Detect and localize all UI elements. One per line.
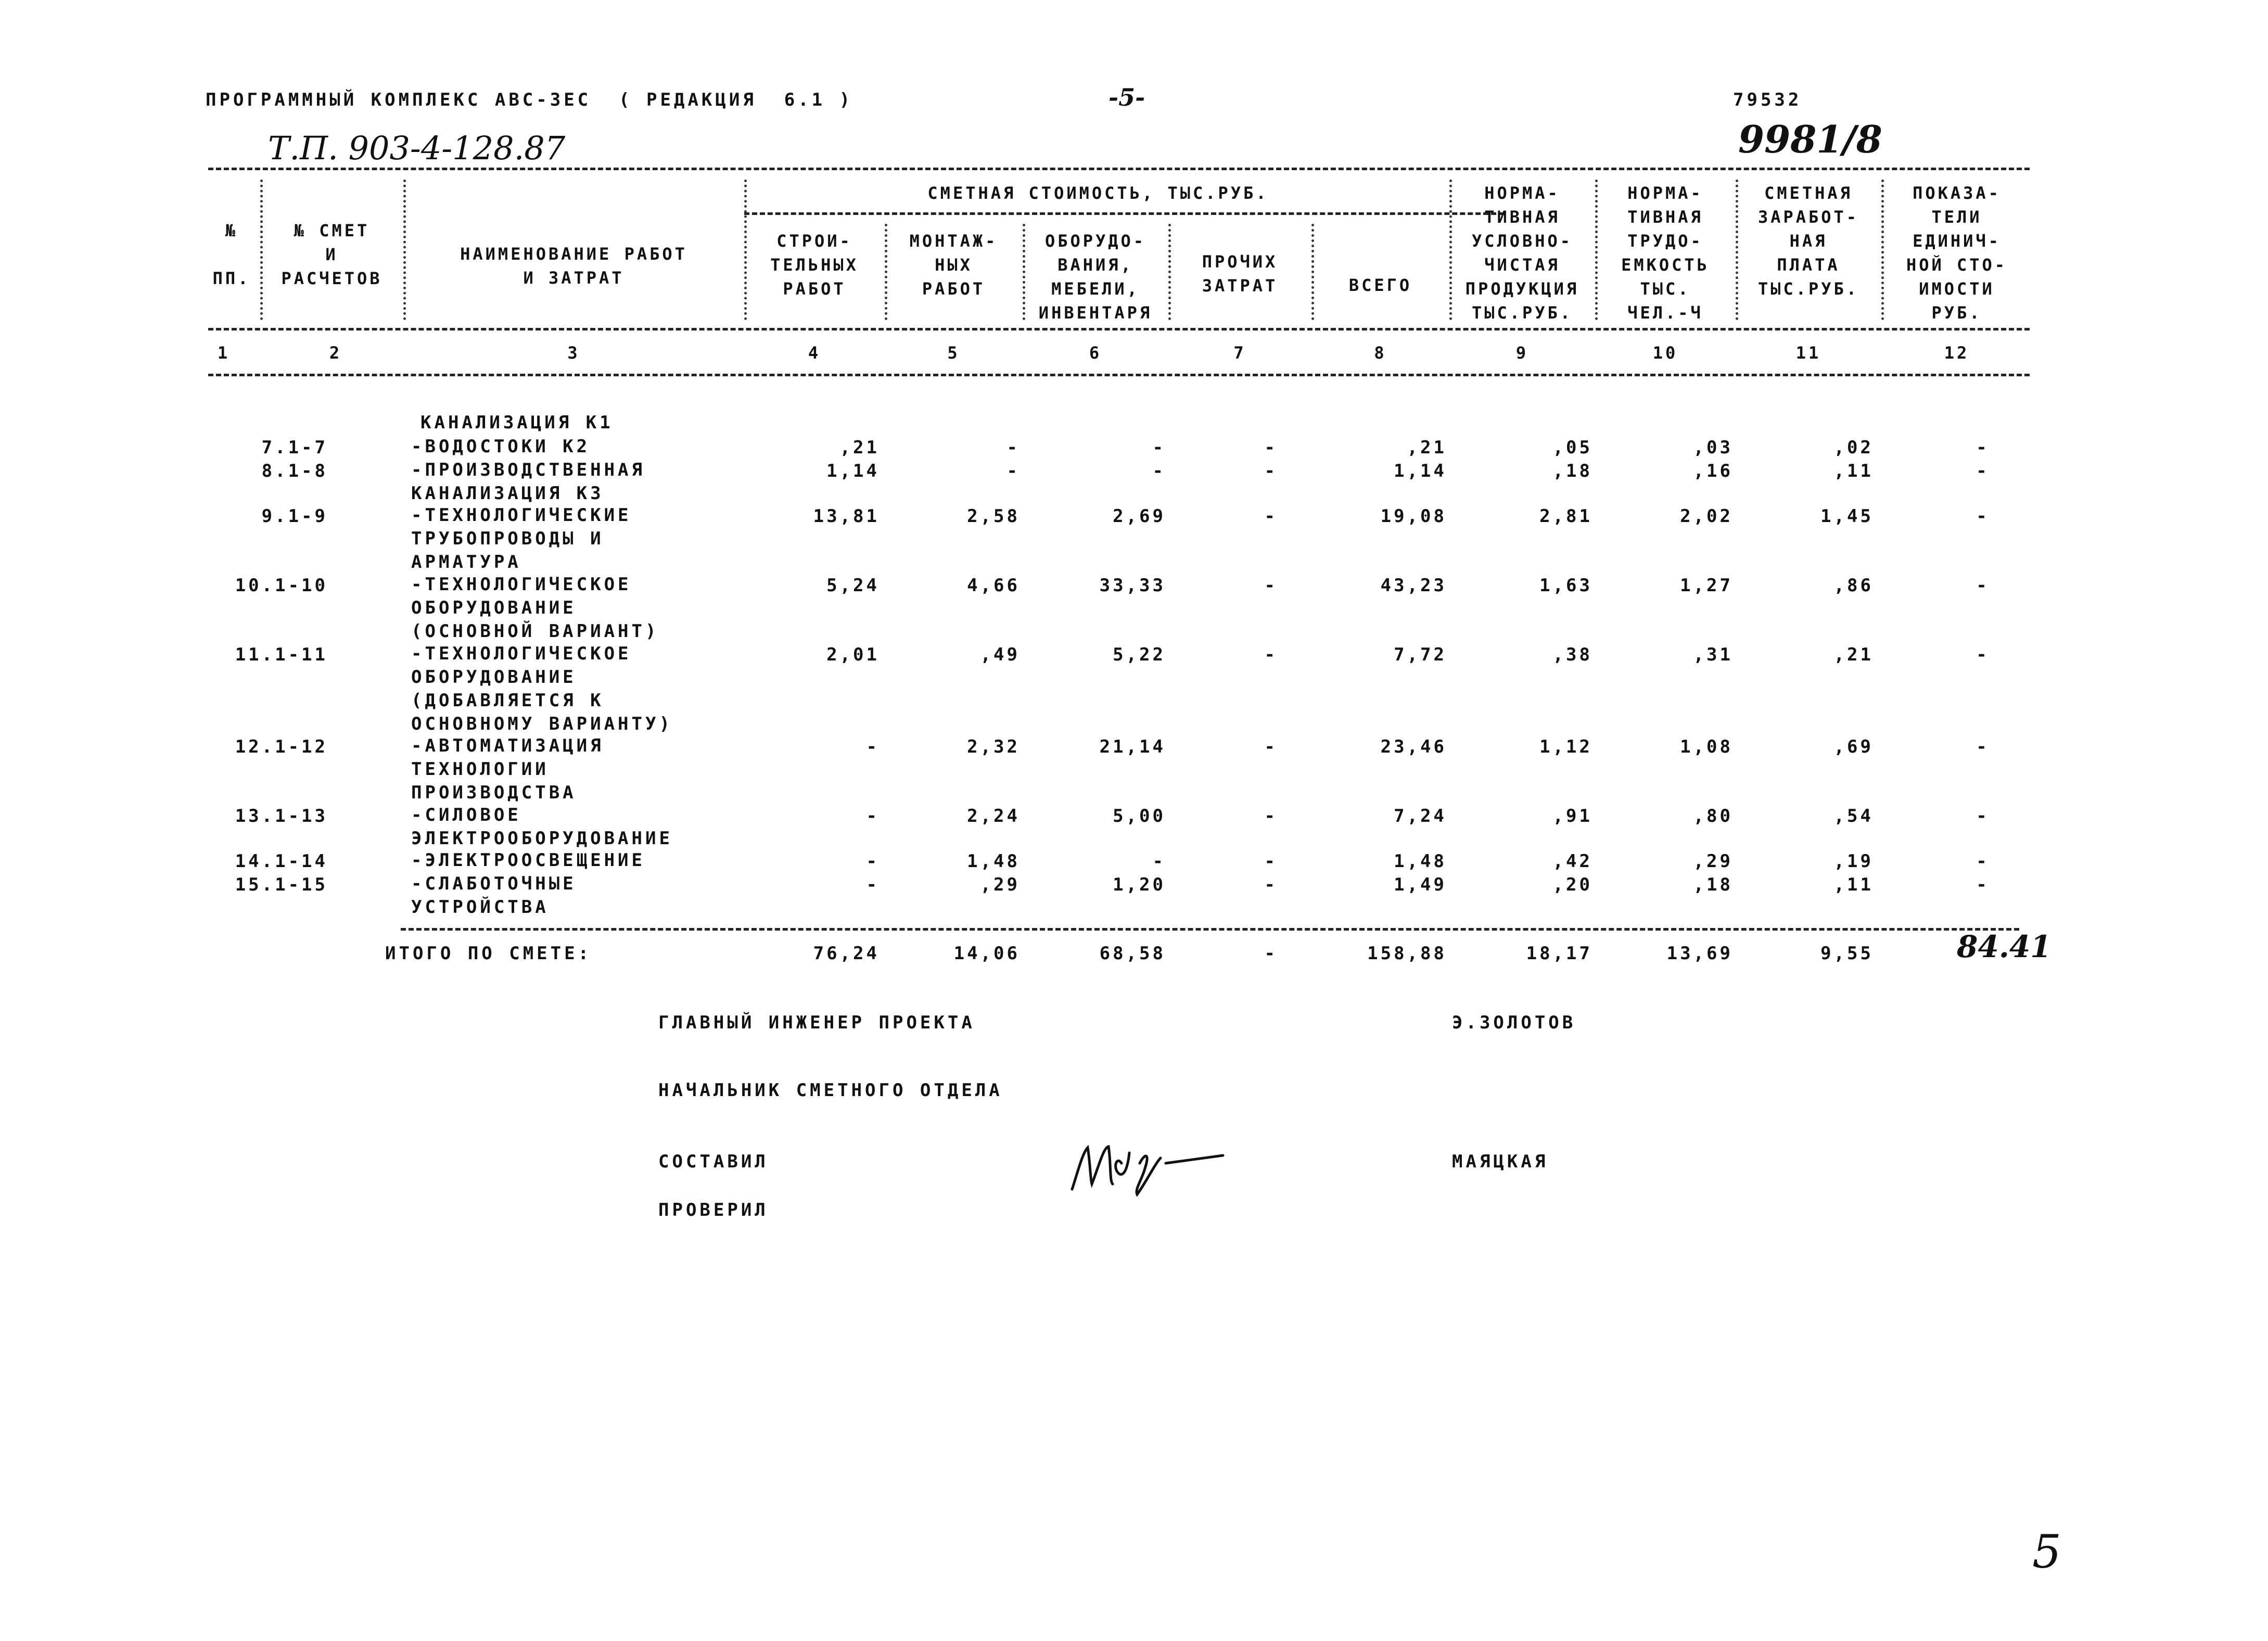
- table-cell: 1,20: [1113, 874, 1166, 895]
- compiled-name: МАЯЦКАЯ: [1452, 1151, 1549, 1172]
- table-cell: 1,08: [1680, 736, 1733, 757]
- estimate-code: 7.1-7: [261, 437, 328, 458]
- table-cell: 33,33: [1099, 575, 1166, 596]
- work-name: -ТЕХНОЛОГИЧЕСКИЕ ТРУБОПРОВОДЫ И АРМАТУРА: [411, 505, 632, 573]
- total-cell: 68,58: [1099, 943, 1166, 964]
- total-cell: 158,88: [1367, 943, 1447, 964]
- total-cell: 76,24: [813, 943, 880, 964]
- table-cell: 5,24: [826, 575, 880, 596]
- table-cell: 5,22: [1113, 644, 1166, 665]
- chief-engineer-label: ГЛАВНЫЙ ИНЖЕНЕР ПРОЕКТА: [658, 1012, 975, 1033]
- program-title: ПРОГРАММНЫЙ КОМПЛЕКС АВС-3ЕС ( РЕДАКЦИЯ 6.1 ): [206, 90, 853, 110]
- col-header-2: № СМЕТ И РАСЧЕТОВ: [281, 221, 383, 288]
- table-cell: 1,49: [1394, 874, 1447, 895]
- table-cell: -: [1152, 851, 1166, 872]
- table-cell: -: [1264, 437, 1278, 458]
- col-header-3: НАИМЕНОВАНИЕ РАБОТ И ЗАТРАТ: [460, 244, 687, 288]
- table-cell: 2,01: [826, 644, 880, 665]
- table-cell: ,18: [1552, 461, 1592, 481]
- numbers-bottom-rule: [208, 374, 2030, 376]
- table-cell: ,86: [1833, 575, 1874, 596]
- col-number: 6: [1089, 343, 1102, 363]
- table-cell: -: [1976, 461, 1990, 481]
- col-number: 8: [1374, 343, 1387, 363]
- col-number: 5: [947, 343, 960, 363]
- table-cell: 7,24: [1394, 806, 1447, 826]
- table-cell: 5,00: [1113, 806, 1166, 826]
- checked-label: ПРОВЕРИЛ: [658, 1200, 769, 1220]
- table-cell: 1,45: [1820, 506, 1874, 527]
- table-cell: 2,02: [1680, 506, 1733, 527]
- table-cell: ,03: [1693, 437, 1733, 458]
- table-cell: -: [1006, 461, 1020, 481]
- table-cell: -: [1264, 874, 1278, 895]
- work-name: -ТЕХНОЛОГИЧЕСКОЕ ОБОРУДОВАНИЕ (ДОБАВЛЯЕТСЯ К ОСНОВНОМУ ВАРИАНТУ): [411, 643, 673, 734]
- table-cell: 2,58: [967, 506, 1020, 527]
- table-cell: -: [1976, 806, 1990, 826]
- table-cell: ,29: [980, 874, 1020, 895]
- table-cell: -: [1264, 806, 1278, 826]
- col-number: 11: [1795, 343, 1821, 363]
- group-rule: [744, 212, 1504, 215]
- col-header-6: ОБОРУДО- ВАНИЯ, МЕБЕЛИ, ИНВЕНТАРЯ: [1038, 231, 1153, 323]
- table-cell: 2,81: [1539, 506, 1592, 527]
- table-cell: -: [1976, 437, 1990, 458]
- page-mark: -5-: [1108, 83, 1145, 111]
- col-sep: [1311, 224, 1314, 320]
- estimate-code: 15.1-15: [235, 874, 328, 895]
- table-cell: -: [1264, 851, 1278, 872]
- table-cell: -: [1264, 506, 1278, 527]
- col-header-9: НОРМА- ТИВНАЯ УСЛОВНО- ЧИСТАЯ ПРОДУКЦИЯ ТЫС.РУБ.: [1465, 183, 1579, 323]
- table-cell: ,21: [1833, 644, 1874, 665]
- table-cell: -: [866, 806, 880, 826]
- estimate-code: 11.1-11: [235, 644, 328, 665]
- table-cell: 2,32: [967, 736, 1020, 757]
- col-number: 12: [1944, 343, 1970, 363]
- col-header-7: ПРОЧИХ ЗАТРАТ: [1202, 252, 1278, 296]
- handwritten-doc-number: 9981/8: [1738, 117, 1882, 161]
- table-cell: ,38: [1552, 644, 1592, 665]
- col-header-4: СТРОИ- ТЕЛЬНЫХ РАБОТ: [770, 231, 859, 299]
- project-code: Т.П. 903-4-128.87: [268, 129, 566, 167]
- table-cell: -: [1006, 437, 1020, 458]
- table-cell: -: [1264, 461, 1278, 481]
- table-cell: ,31: [1693, 644, 1733, 665]
- estimate-head-label: НАЧАЛЬНИК СМЕТНОГО ОТДЕЛА: [658, 1080, 1003, 1101]
- table-cell: -: [1976, 575, 1990, 596]
- col-header-11: СМЕТНАЯ ЗАРАБОТ- НАЯ ПЛАТА ТЫС.РУБ.: [1757, 183, 1859, 299]
- estimate-code: 8.1-8: [261, 461, 328, 481]
- col-group-header: СМЕТНАЯ СТОИМОСТЬ, ТЫС.РУБ.: [927, 183, 1269, 203]
- table-cell: 1,48: [967, 851, 1020, 872]
- table-cell: 2,24: [967, 806, 1020, 826]
- table-cell: 7,72: [1394, 644, 1447, 665]
- estimate-code: 12.1-12: [235, 736, 328, 757]
- table-cell: ,49: [980, 644, 1020, 665]
- table-cell: ,42: [1552, 851, 1592, 872]
- table-cell: ,16: [1693, 461, 1733, 481]
- total-cell: 14,06: [953, 943, 1020, 964]
- col-number: 1: [217, 343, 231, 363]
- table-cell: ,21: [1407, 437, 1447, 458]
- document-number: 79532: [1733, 90, 1802, 110]
- total-cell: 13,69: [1666, 943, 1733, 964]
- table-cell: -: [1264, 575, 1278, 596]
- table-cell: 13,81: [813, 506, 880, 527]
- estimate-code: 14.1-14: [235, 851, 328, 872]
- estimate-code: 9.1-9: [261, 506, 328, 527]
- work-name: -ТЕХНОЛОГИЧЕСКОЕ ОБОРУДОВАНИЕ (ОСНОВНОЙ ВАРИАНТ): [411, 574, 659, 642]
- table-cell: 19,08: [1380, 506, 1447, 527]
- col-header-10: НОРМА- ТИВНАЯ ТРУДО- ЕМКОСТЬ ТЫС. ЧЕЛ.-Ч: [1621, 183, 1710, 323]
- table-cell: 4,66: [967, 575, 1020, 596]
- col-number: 7: [1233, 343, 1246, 363]
- col-number: 2: [329, 343, 342, 363]
- table-cell: 43,23: [1380, 575, 1447, 596]
- table-cell: 21,14: [1099, 736, 1166, 757]
- table-cell: ,91: [1552, 806, 1592, 826]
- table-cell: ,20: [1552, 874, 1592, 895]
- pre-row-name: КАНАЛИЗАЦИЯ К1: [421, 412, 614, 433]
- table-cell: -: [866, 851, 880, 872]
- table-cell: 2,69: [1113, 506, 1166, 527]
- table-cell: ,19: [1833, 851, 1874, 872]
- work-name: -АВТОМАТИЗАЦИЯ ТЕХНОЛОГИИ ПРОИЗВОДСТВА: [411, 735, 604, 803]
- estimate-code: 13.1-13: [235, 806, 328, 826]
- table-cell: 1,48: [1394, 851, 1447, 872]
- total-cell: 18,17: [1526, 943, 1592, 964]
- table-cell: ,29: [1693, 851, 1733, 872]
- header-bottom-rule: [208, 328, 2030, 330]
- table-cell: -: [866, 874, 880, 895]
- estimate-code: 10.1-10: [235, 575, 328, 596]
- compiled-label: СОСТАВИЛ: [658, 1151, 769, 1172]
- table-cell: 1,63: [1539, 575, 1592, 596]
- chief-engineer-name: Э.ЗОЛОТОВ: [1452, 1012, 1576, 1033]
- table-cell: -: [1264, 644, 1278, 665]
- table-top-rule: [208, 168, 2030, 170]
- col-header-1: № ПП.: [212, 221, 251, 288]
- table-cell: -: [1976, 644, 1990, 665]
- total-label: ИТОГО ПО СМЕТЕ:: [385, 943, 592, 964]
- table-cell: -: [866, 736, 880, 757]
- handwritten-signature: [1067, 1132, 1233, 1200]
- table-cell: ,11: [1833, 874, 1874, 895]
- work-name: -ПРОИЗВОДСТВЕННАЯ КАНАЛИЗАЦИЯ К3: [411, 460, 645, 504]
- work-name: -СЛАБОТОЧНЫЕ УСТРОЙСТВА: [411, 873, 577, 918]
- col-number: 10: [1652, 343, 1678, 363]
- col-number: 3: [567, 343, 580, 363]
- table-cell: 23,46: [1380, 736, 1447, 757]
- table-cell: ,21: [839, 437, 880, 458]
- table-cell: -: [1976, 506, 1990, 527]
- table-cell: -: [1976, 851, 1990, 872]
- table-cell: -: [1152, 437, 1166, 458]
- col-header-12: ПОКАЗА- ТЕЛИ ЕДИНИЧ- НОЙ СТО- ИМОСТИ РУБ.: [1906, 183, 2008, 323]
- table-cell: ,02: [1833, 437, 1874, 458]
- table-cell: -: [1976, 874, 1990, 895]
- table-cell: ,80: [1693, 806, 1733, 826]
- work-name: -ВОДОСТОКИ К2: [411, 436, 591, 457]
- table-cell: -: [1976, 736, 1990, 757]
- table-cell: ,11: [1833, 461, 1874, 481]
- work-name: -СИЛОВОЕ ЭЛЕКТРООБОРУДОВАНИЕ: [411, 805, 673, 849]
- col-header-8: ВСЕГО: [1348, 275, 1412, 295]
- table-cell: 1,12: [1539, 736, 1592, 757]
- col-number: 4: [808, 343, 821, 363]
- col-header-5: МОНТАЖ- НЫХ РАБОТ: [909, 231, 998, 299]
- table-cell: 1,14: [1394, 461, 1447, 481]
- work-name: -ЭЛЕКТРООСВЕЩЕНИЕ: [411, 850, 645, 871]
- table-cell: 1,14: [826, 461, 880, 481]
- total-cell: 9,55: [1820, 943, 1874, 964]
- table-cell: -: [1264, 736, 1278, 757]
- total-rule: [401, 928, 2019, 931]
- table-cell: 1,27: [1680, 575, 1733, 596]
- table-cell: ,18: [1693, 874, 1733, 895]
- handwritten-total: 84.41: [1957, 929, 2052, 964]
- col-number: 9: [1515, 343, 1529, 363]
- table-cell: ,54: [1833, 806, 1874, 826]
- table-cell: ,69: [1833, 736, 1874, 757]
- table-cell: ,05: [1552, 437, 1592, 458]
- table-cell: -: [1152, 461, 1166, 481]
- total-cell: -: [1264, 943, 1278, 964]
- page-number: 5: [2032, 1525, 2061, 1579]
